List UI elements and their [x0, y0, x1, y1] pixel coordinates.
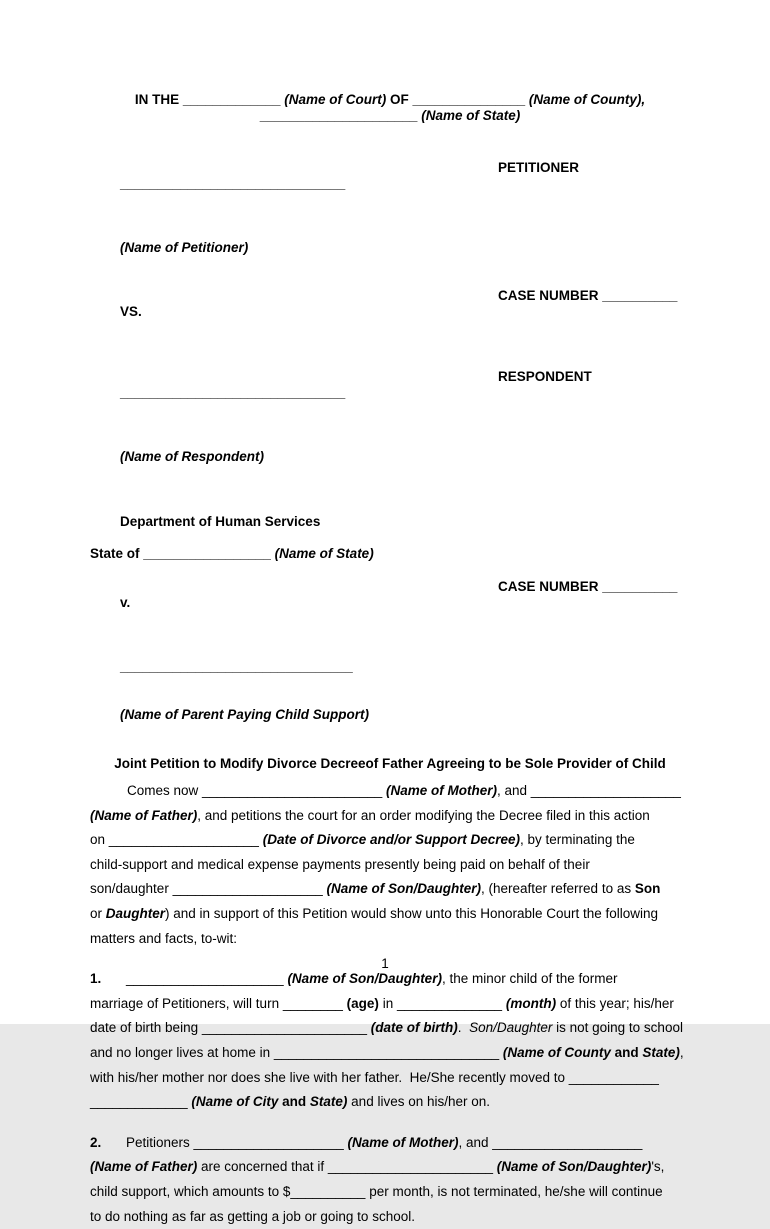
party-caption-block: [90, 160, 690, 739]
parent-name-blank: _______________________________: [120, 659, 353, 674]
paragraph-number: 1.: [90, 971, 102, 987]
respondent-name-row: [90, 369, 690, 433]
parent-name-caption: (Name of Parent Paying Child Support): [120, 707, 370, 722]
respondent-name-blank: ______________________________: [120, 385, 346, 400]
petitioner-role-label: PETITIONER: [498, 160, 580, 175]
petitioner-name-caption: (Name of Petitioner): [120, 240, 249, 255]
document-title: Joint Petition to Modify Divorce Decreeof Father Agreeing to be Sole Provider of Child: [114, 756, 666, 771]
v-label: v.: [120, 595, 131, 610]
respondent-role-label: RESPONDENT: [498, 369, 592, 384]
court-caption-header: [90, 0, 690, 124]
intro-paragraph: Comes now ________________________ (Name of Mother), and ____________________ (Name of Father), and petitions the court for an order modifying the Decree filed in this action on ____________________ (Date of Divorce and/or Support Decree), by terminating the child-support and medical expense payments presently being paid on behalf of their son/daughter ____________________ (Name of Son/Daughter), (hereafter referred to as Son or Daughter) and in support of this Petition would show unto this Honorable Court the following matters and facts, to-wit:: [90, 783, 681, 946]
case-number-2: CASE NUMBER __________: [498, 579, 678, 594]
case-number-1: CASE NUMBER __________: [498, 288, 678, 303]
document-content: [90, 0, 690, 1229]
v-row: [90, 579, 690, 643]
page-number: 1: [381, 956, 389, 971]
vs-label: VS.: [120, 304, 142, 319]
state-of-line: State of _________________ (Name of State): [90, 546, 374, 561]
department-line: Department of Human Services: [120, 514, 321, 529]
vs-row: [90, 288, 690, 352]
court-caption-line-2: _____________________ (Name of State): [259, 108, 521, 123]
petitioner-name-row: [90, 160, 690, 224]
respondent-name-caption: (Name of Respondent): [120, 449, 265, 464]
parent-name-row: [90, 643, 690, 691]
numbered-paragraph-1: [90, 967, 690, 1115]
petitioner-name-blank: ______________________________: [120, 176, 346, 191]
numbered-paragraph-2: [90, 1131, 690, 1229]
paragraph-text: Petitioners ____________________ (Name of Mother), and ____________________ (Name of Father) are concerned that if ______________________ (Name of Son/Daughter)'s, child support, which amounts to $__________ per month, is not terminated, he/she will continue to do nothing as far as getting a job or going to school.: [90, 1134, 665, 1224]
case-number-2-blank: __________: [602, 579, 678, 594]
paragraph-text: _____________________ (Name of Son/Daughter), the minor child of the former marriage of Petitioners, will turn ________ (age) in ______________ (month) of this year; his/her date of birth being ______________________ (date of birth). Son/Daughter is not going to school and no longer lives at home in ______________________________ (Name of County and State), with his/her mother nor does she live with her father. He/She recently moved to ____________ _____________ (Name of City and State) and lives on his/her on.: [90, 971, 684, 1110]
paragraph-number: 2.: [90, 1134, 102, 1150]
court-caption-line-1: IN THE _____________ (Name of Court) OF _______________ (Name of County),: [134, 92, 646, 107]
case-number-1-blank: __________: [602, 288, 678, 303]
